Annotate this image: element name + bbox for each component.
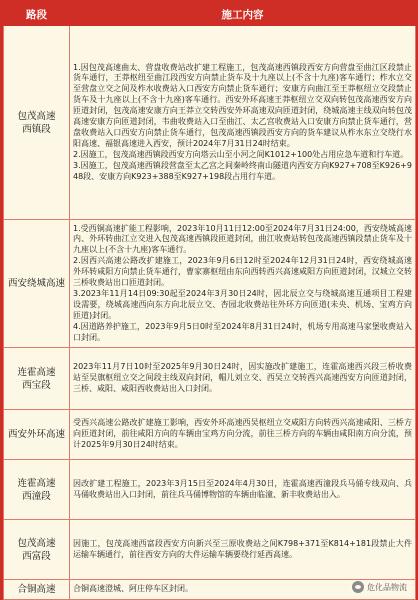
content-paragraph: 1.受西铜高速扩能工程影响，2023年10月11日12:00至2024年7月31日24:00，西安绕城高速内、外环转曲江立交进入包茂高速西镇段匝道封闭，曲江收费站转包茂高速西镇段禁止货车及十九座以上(不含十九座)客车通行。	[73, 223, 412, 255]
content-paragraph: 因改扩建工程施工，2023年3月15日至2024年4月30日，连霍高速西潼段兵马俑专线双向、兵马俑收费站出入口封闭，前往兵马俑博物馆的车辆由临潼、新丰收费站出入。	[73, 478, 412, 499]
route-label: 西宝段	[22, 379, 51, 391]
table-row	[4, 520, 416, 580]
wechat-icon	[352, 581, 364, 593]
route-cell	[4, 580, 70, 600]
content-paragraph: 2.因施工，包茂高速西镇段西安方向塔云山至小河之间K1012+100处占用应急车道和行车道。	[73, 149, 409, 159]
table-row	[4, 460, 416, 520]
construction-table	[3, 2, 416, 600]
watermark-text: 危化品物流	[367, 582, 407, 592]
route-label: 西潼段	[22, 490, 51, 502]
content-paragraph: 2.因西兴高速公路改扩建施工，2023年9月6日12时至2024年12月31日24时，西安绕城高速外环转咸阳方向禁止货车通行，曹家寨枢纽由东向西转西兴高速咸阳方向匝道封闭，汉城立交转三桥收费站出口匝道封闭。	[73, 256, 412, 288]
route-label: 连霍高速	[17, 366, 56, 378]
route-label: 合铜高速	[17, 584, 56, 595]
table-row	[4, 220, 416, 348]
table-row	[4, 348, 416, 410]
content-paragraph: 2023年11月7日10时至2025年9月30日24时，因实施改扩建施工，连霍高速西兴段三桥收费站至吴旗枢纽立交之间段主线双向封闭，帽儿刘立交、西吴立交转西兴高速西安方向匝道封闭，三桥、咸阳、咸阳西收费站出入口封闭。	[73, 362, 412, 393]
content-cell	[70, 520, 416, 580]
route-cell	[4, 220, 70, 348]
content-cell	[70, 26, 416, 220]
content-cell	[70, 460, 416, 520]
header-route: 路段	[4, 3, 70, 26]
route-label: 包茂高速	[17, 110, 56, 122]
content-paragraph: 因施工，包茂高速西富段西安方向新兴至三原收费站之间K798+371至K814+181段禁止大件运输车辆通行，前往西安方向的大件运输车辆要绕行延西高速。	[73, 538, 412, 559]
table-row	[4, 26, 416, 220]
content-cell	[70, 410, 416, 460]
table-row	[4, 410, 416, 460]
route-cell	[4, 410, 70, 460]
route-label: 西安外环高速	[7, 429, 65, 440]
content-cell	[70, 220, 416, 348]
route-cell	[4, 26, 70, 220]
content-paragraph: 1.因包茂高速曲太、营盘收费站改扩建工程施工，包茂高速西镇段西安方向营盘至曲江区段禁止货车通行，王莽枢纽至曲江段西安方向禁止货车及十九座以上(不含十九座)客车通行；柞水立交至营盘立交之间及柞水收费站入口西安方向禁止货车通行；安康方向曲江至王莽枢纽立交段禁止货车及十九座以上(不含十九座)客车通行。西安外环高速王莽枢纽立交双向转包茂高速西安方向匝道封闭，包茂高速安康方向王莽立交转西安外环高速双向匝道封闭，绕城高速主线双向转包茂高速安康方向匝道封闭，韦曲收费站入口至曲江、太乙宫收费站入口安康方向禁止货车通行，营盘收费站入口西安方向禁止货车通行，包茂高速西镇段西安方向的货车建议从柞水东立交绕行水阳高速、福银高速进入西安，预计2024年7月31日24时结束。	[73, 62, 412, 148]
watermark	[349, 580, 410, 594]
content-paragraph: 3.2023年11月14日09:30起至2024年3月30日24时，因北辰立交与绕城高速互通项目工程建设需要，绕城高速西向东方向北辰立交、杏园北收费站往外环方向匝道(未央、机场、宝鸡方向匝道)封闭。	[73, 288, 412, 320]
route-label: 西安绕城高速	[7, 278, 65, 289]
content-paragraph: 合铜高速澄城、阿庄停车区封闭。	[73, 584, 193, 594]
route-label: 西富段	[22, 550, 51, 562]
route-cell	[4, 460, 70, 520]
route-label: 西镇段	[22, 123, 51, 135]
route-label: 连霍高速	[17, 477, 56, 489]
content-cell	[70, 348, 416, 410]
route-cell	[4, 348, 70, 410]
content-paragraph: 4.因道路养护施工，2023年9月5日0时至2024年8月31日24时，机场专用高速马家堡收费站入口封闭。	[73, 321, 412, 342]
table-header-row	[4, 3, 416, 26]
content-paragraph: 3.因施工，包茂高速西镇段营盘至太乙宫之间秦岭终南山隧道内西安方向K927+708至K926+948段、安康方向K923+388至K927+198段占用行车道。	[73, 160, 412, 181]
content-paragraph: 受西兴高速公路改扩建施工影响，西安外环高速西吴枢纽立交咸阳方向转西兴高速咸阳、三桥方向匝道封闭，前往咸阳方向的车辆由宝鸡方向分流，前往三桥方向的车辆由咸阳南方向分流，预计2025年9月30日24时结束。	[73, 418, 412, 449]
route-label: 包茂高速	[17, 537, 56, 549]
header-content: 施工内容	[70, 3, 416, 26]
route-cell	[4, 520, 70, 580]
